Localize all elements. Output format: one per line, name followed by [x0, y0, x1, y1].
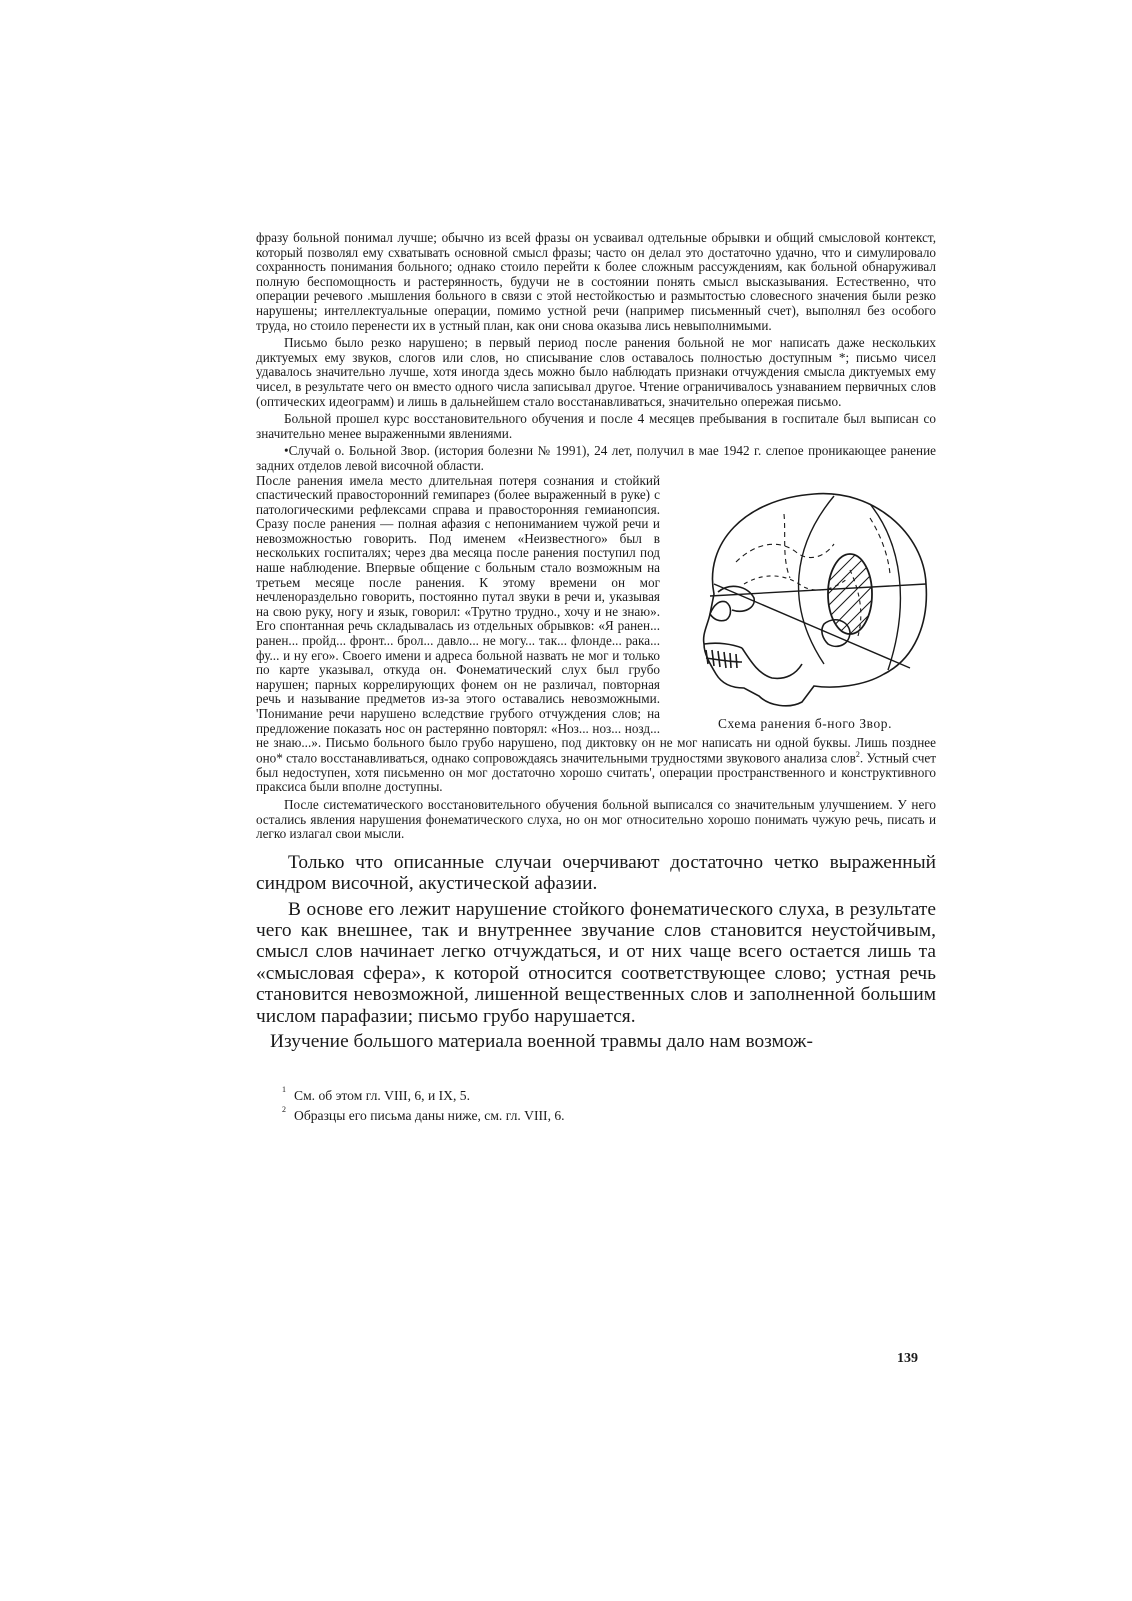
page-number: 139 — [897, 1351, 918, 1366]
footnote-reference: 2 — [855, 749, 860, 759]
main-paragraph-2: В основе его лежит нарушение стойкого фонематического слуха, в результате чего как внешнее, так и внутреннее звучание слов становится неустойчивым, смысл слов начинает легко отчуждаться, и от них чаще всего остается лишь та «смысловая сфера», к которой относится соответствующее слово; устная речь становится невозможной, лишенной вещественных слов и заполненной большим числом парафазии; письмо грубо нарушается. — [256, 898, 936, 1027]
paragraph-3: Больной прошел курс восстановительного обучения и после 4 месяцев пребывания в госпитале был выписан со значительно менее выраженными явлениями. — [256, 411, 936, 441]
figure-caption: Схема ранения б-ного Звор. — [717, 715, 893, 731]
page-body — [256, 231, 936, 1126]
paragraph-1: фразу больной понимал лучше; обычно из всей фразы он усваивал одтельные обрывки и общий смысловой контекст, который позволял ему схватывать основной смысл фразы; часто он делал это достаточно удачно, что и симулировало сохранность понимания больного; однако стоило перейти к более сложным рассуждениям, как больной обнаруживал полную беспомощность и растерянность, будучи не в состоянии понять смысл высказывания. Естественно, что операции речевого .мышления больного в связи с этой нестойкостью и размытостью словесного значения были резко нарушены; интеллектуальные операции, помимо устной речи (например письменный счет), выполнял без особого труда, но стоило перенести их в устный план, как они снова оказыва лись невыполнимыми. — [256, 230, 936, 333]
skull-figure — [674, 474, 936, 732]
main-paragraph-1: Только что описанные случаи очерчивают достаточно четко выраженный синдром височной, акустической афазии. — [256, 851, 936, 895]
paragraph-after-case: После систематического восстановительного обучения больной выписался со значительным улучшением. У него остались явления нарушения фонематического слуха, но он мог относительно хорошо понимать чужую речь, писать и легко излагал свои мысли. — [256, 796, 936, 842]
footnote-1 — [282, 1086, 936, 1106]
footnote-2-text: Образцы его письма даны ниже, см. гл. VIII, 6. — [294, 1108, 565, 1124]
main-text — [256, 852, 936, 1053]
main-paragraph-3: Изучение большого материала военной травмы дало нам возмож- — [270, 1030, 813, 1052]
footnote-1-mark: 1 — [282, 1085, 286, 1095]
footnote-2-mark: 2 — [282, 1105, 286, 1115]
footnote-2 — [282, 1106, 936, 1126]
skull-diagram — [674, 474, 936, 714]
footnote-1-text: См. об этом гл. VIII, 6, и IX, 5. — [294, 1088, 470, 1104]
case-description-continuation: . Устный счет был недоступен, хотя письменно он мог достаточно хорошо считать', операции пространственного и конструктивного праксиса были вполне доступны. — [256, 750, 936, 795]
paragraph-2: Письмо было резко нарушено; в первый период после ранения больной не мог написать даже нескольких диктуемых ему звуков, слогов или слов, но списывание слов оставалось полностью доступным *; письмо чисел удавалось значительно лучше, хотя иногда здесь можно было наблюдать признаки отчуждения смысла диктуемых ему чисел, в результате чего он вместо одного числа записывал другое. Чтение ограничивалось узнаванием первичных слов (оптических идеограмм) и лишь в дальнейшем стало восстанавливаться, значительно опережая письмо. — [256, 335, 936, 409]
footnotes — [256, 1086, 936, 1126]
case-intro: •Случай о. Больной Звор. (история болезни № 1991), 24 лет, получил в мае 1942 г. слепое проникающее ранение задних отделов левой височной области. — [256, 443, 936, 473]
case-description-text: После ранения имела место длительная потеря сознания и стойкий спастический правосторонний гемипарез (более выраженный в руке) с патологическими рефлексами справа и правосторонняя гемианопсия. Сразу после ранения — полная афазия с непониманием чужой речи и невозможностью говорить. Под именем «Неизвестного» был в нескольких госпиталях; через два месяца после ранения поступил под наше наблюдение. Впервые общение с больным стало возможным на третьем месяце после ранения. К этому времени он мог нечленораздельно говорить, постоянно путал звуки в речи и, указывая на свою руку, ногу и язык, говорил: «Трутно трудно., хочу и не знаю». Его спонтанная речь складывалась из отдельных обрывков: «Я ранен... ранен... пройд... фронт... брол... давло... не могу... так... флонде... рака... фу... и ну его». Своего имени и адреса больной назвать не мог и только по карте указывал, откуда он. Фонематический слух был грубо нарушен; парных коррелирующих фонем он не различал, повторная речь и называние предметов из-за этого оставались невозможными. 'Понимание речи нарушено вследствие грубого отчуждения слов; на предложение показать нос он растерянно повторял: «Ноз... ноз... нозд... не знаю...». Письмо больного было грубо нарушено, под диктовку он не мог написать ни одной буквы. Лишь позднее оно* стало восстанавливаться, однако сопровождаясь значительными трудностями звукового анализа слов — [256, 472, 936, 766]
